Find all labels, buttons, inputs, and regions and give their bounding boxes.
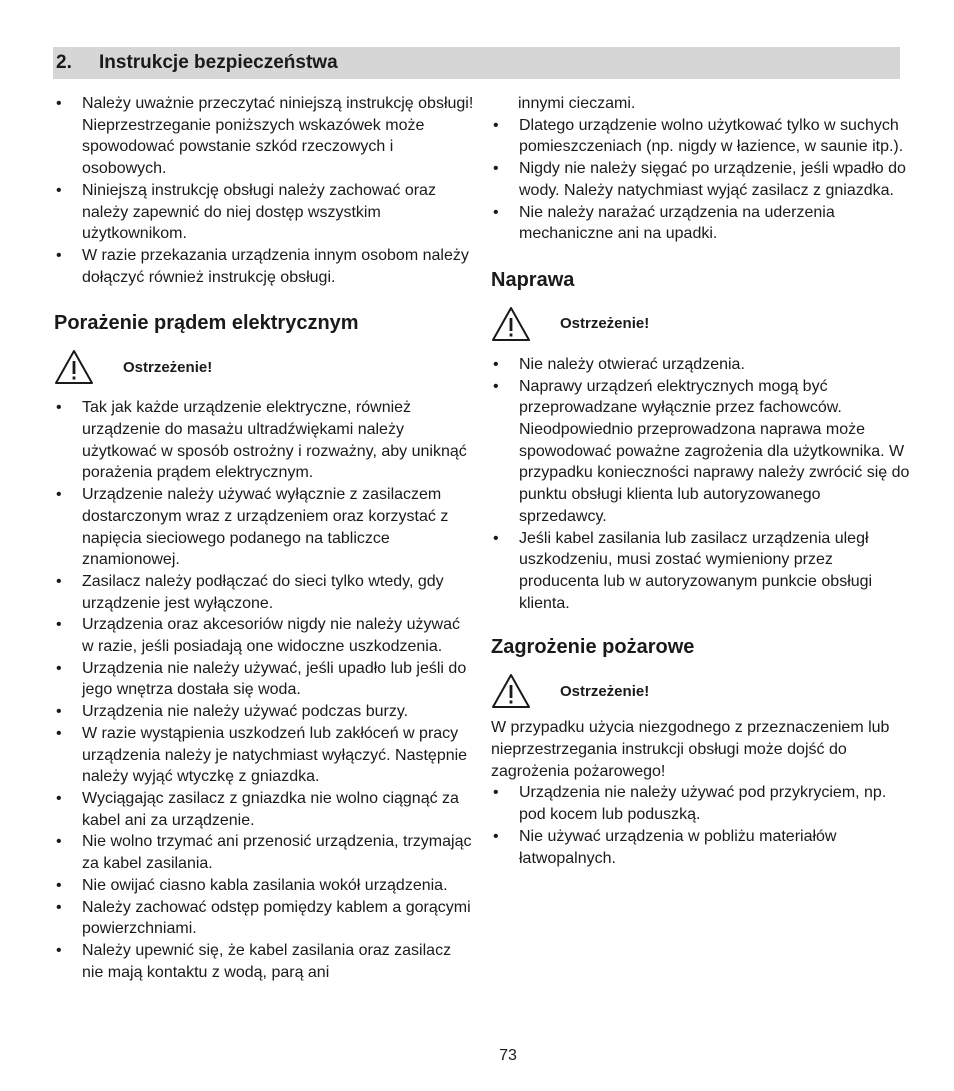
list-item: • Nie wolno trzymać ani przenosić urządzenia, trzymając za kabel zasilania.: [54, 831, 474, 874]
list-item: • Naprawy urządzeń elektrycznych mogą być przeprowadzane wyłącznie przez fachowców. Nieodpowiednio przeprowadzona naprawa może spowodować poważne zagrożenia dla użytkownika. W przypadku konieczności naprawy należy zwrócić się do punktu obsługi klienta lub autoryzowanego sprzedawcy.: [491, 376, 911, 528]
list-item: • Urządzenia nie należy używać, jeśli upadło lub jeśli do jego wnętrza dostała się woda.: [54, 658, 474, 701]
fire-warning: [491, 671, 911, 711]
list-item: • Nie używać urządzenia w pobliżu materiałów łatwopalnych.: [491, 826, 911, 869]
repair-warning: [491, 304, 911, 344]
list-item: • Nie owijać ciasno kabla zasilania wokół urządzenia.: [54, 875, 474, 897]
warning-label: Ostrzeżenie!: [560, 315, 650, 333]
list-item: • Niniejszą instrukcję obsługi należy zachować oraz należy zapewnić do niej dostęp wszystkim użytkownikom.: [54, 180, 474, 245]
list-item: • Należy uważnie przeczytać niniejszą instrukcję obsługi! Nieprzestrzeganie poniższych wskazówek może spowodować powstanie szkód rzeczowych i osobowych.: [54, 93, 474, 180]
list-item: • Nie należy otwierać urządzenia.: [491, 354, 911, 376]
list-item: • Urządzenie należy używać wyłącznie z zasilaczem dostarczonym wraz z urządzeniem oraz korzystać z napięcia sieciowego podanego na tabliczce znamionowej.: [54, 484, 474, 571]
list-item: • W razie wystąpienia uszkodzeń lub zakłóceń w pracy urządzenia należy je natychmiast wyłączyć. Następnie należy wyjąć wtyczkę z gniazdka.: [54, 723, 474, 788]
list-item: • Jeśli kabel zasilania lub zasilacz urządzenia uległ uszkodzeniu, musi zostać wymieniony przez producenta lub w autoryzowanym punkcie obsługi klienta.: [491, 528, 911, 615]
section-number: 2.: [56, 52, 72, 73]
electric-heading: Porażenie prądem elektrycznym: [54, 312, 359, 335]
electric-warning: [54, 347, 474, 387]
warning-triangle-icon: [54, 349, 94, 385]
list-item: • Wyciągając zasilacz z gniazdka nie wolno ciągnąć za kabel ani za urządzenie.: [54, 788, 474, 831]
list-item: • Zasilacz należy podłączać do sieci tylko wtedy, gdy urządzenie jest wyłączone.: [54, 571, 474, 614]
list-item: • Tak jak każde urządzenie elektryczne, również urządzenie do masażu ultradźwiękami należy użytkować w sposób ostrożny i rozważny, aby uniknąć porażenia prądem elektrycznym.: [54, 397, 474, 484]
warning-label: Ostrzeżenie!: [123, 358, 213, 376]
repair-heading: Naprawa: [491, 268, 575, 291]
list-item: • Urządzenia nie należy używać pod przykryciem, np. pod kocem lub poduszką.: [491, 782, 911, 825]
fire-intro: W przypadku użycia niezgodnego z przeznaczeniem lub nieprzestrzegania instrukcji obsługi może dojść do zagrożenia pożarowego!: [491, 719, 890, 780]
continuation-text: innymi cieczami.: [518, 95, 636, 112]
list-item: • Dlatego urządzenie wolno użytkować tylko w suchych pomieszczeniach (np. nigdy w łazience, w saunie itp.).: [491, 115, 911, 158]
list-item: • Nigdy nie należy sięgać po urządzenie, jeśli wpadło do wody. Należy natychmiast wyjąć zasilacz z gniazdka.: [491, 158, 911, 201]
list-item: • Urządzenia oraz akcesoriów nigdy nie należy używać w razie, jeśli posiadają one widoczne uszkodzenia.: [54, 614, 474, 657]
page-number: 73: [499, 1047, 517, 1064]
repair-list: [491, 354, 911, 614]
left-column: [54, 93, 474, 983]
list-item: • Należy zachować odstęp pomiędzy kablem a gorącymi powierzchniami.: [54, 897, 474, 940]
section-header: [53, 47, 900, 79]
list-item: • Należy upewnić się, że kabel zasilania oraz zasilacz nie mają kontaktu z wodą, parą ani: [54, 940, 474, 983]
list-item: • Nie należy narażać urządzenia na uderzenia mechaniczne ani na upadki.: [491, 202, 911, 245]
list-item: • Urządzenia nie należy używać podczas burzy.: [54, 701, 474, 723]
electric-list: [54, 397, 474, 983]
warning-triangle-icon: [491, 673, 531, 709]
warning-triangle-icon: [491, 306, 531, 342]
list-item: • W razie przekazania urządzenia innym osobom należy dołączyć również instrukcję obsługi.: [54, 245, 474, 288]
top-list: [491, 115, 911, 245]
right-column: [491, 93, 911, 869]
section-title: Instrukcje bezpieczeństwa: [99, 52, 338, 73]
warning-label: Ostrzeżenie!: [560, 682, 650, 700]
intro-list: [54, 93, 474, 288]
fire-heading: Zagrożenie pożarowe: [491, 636, 695, 659]
fire-list: [491, 782, 911, 869]
